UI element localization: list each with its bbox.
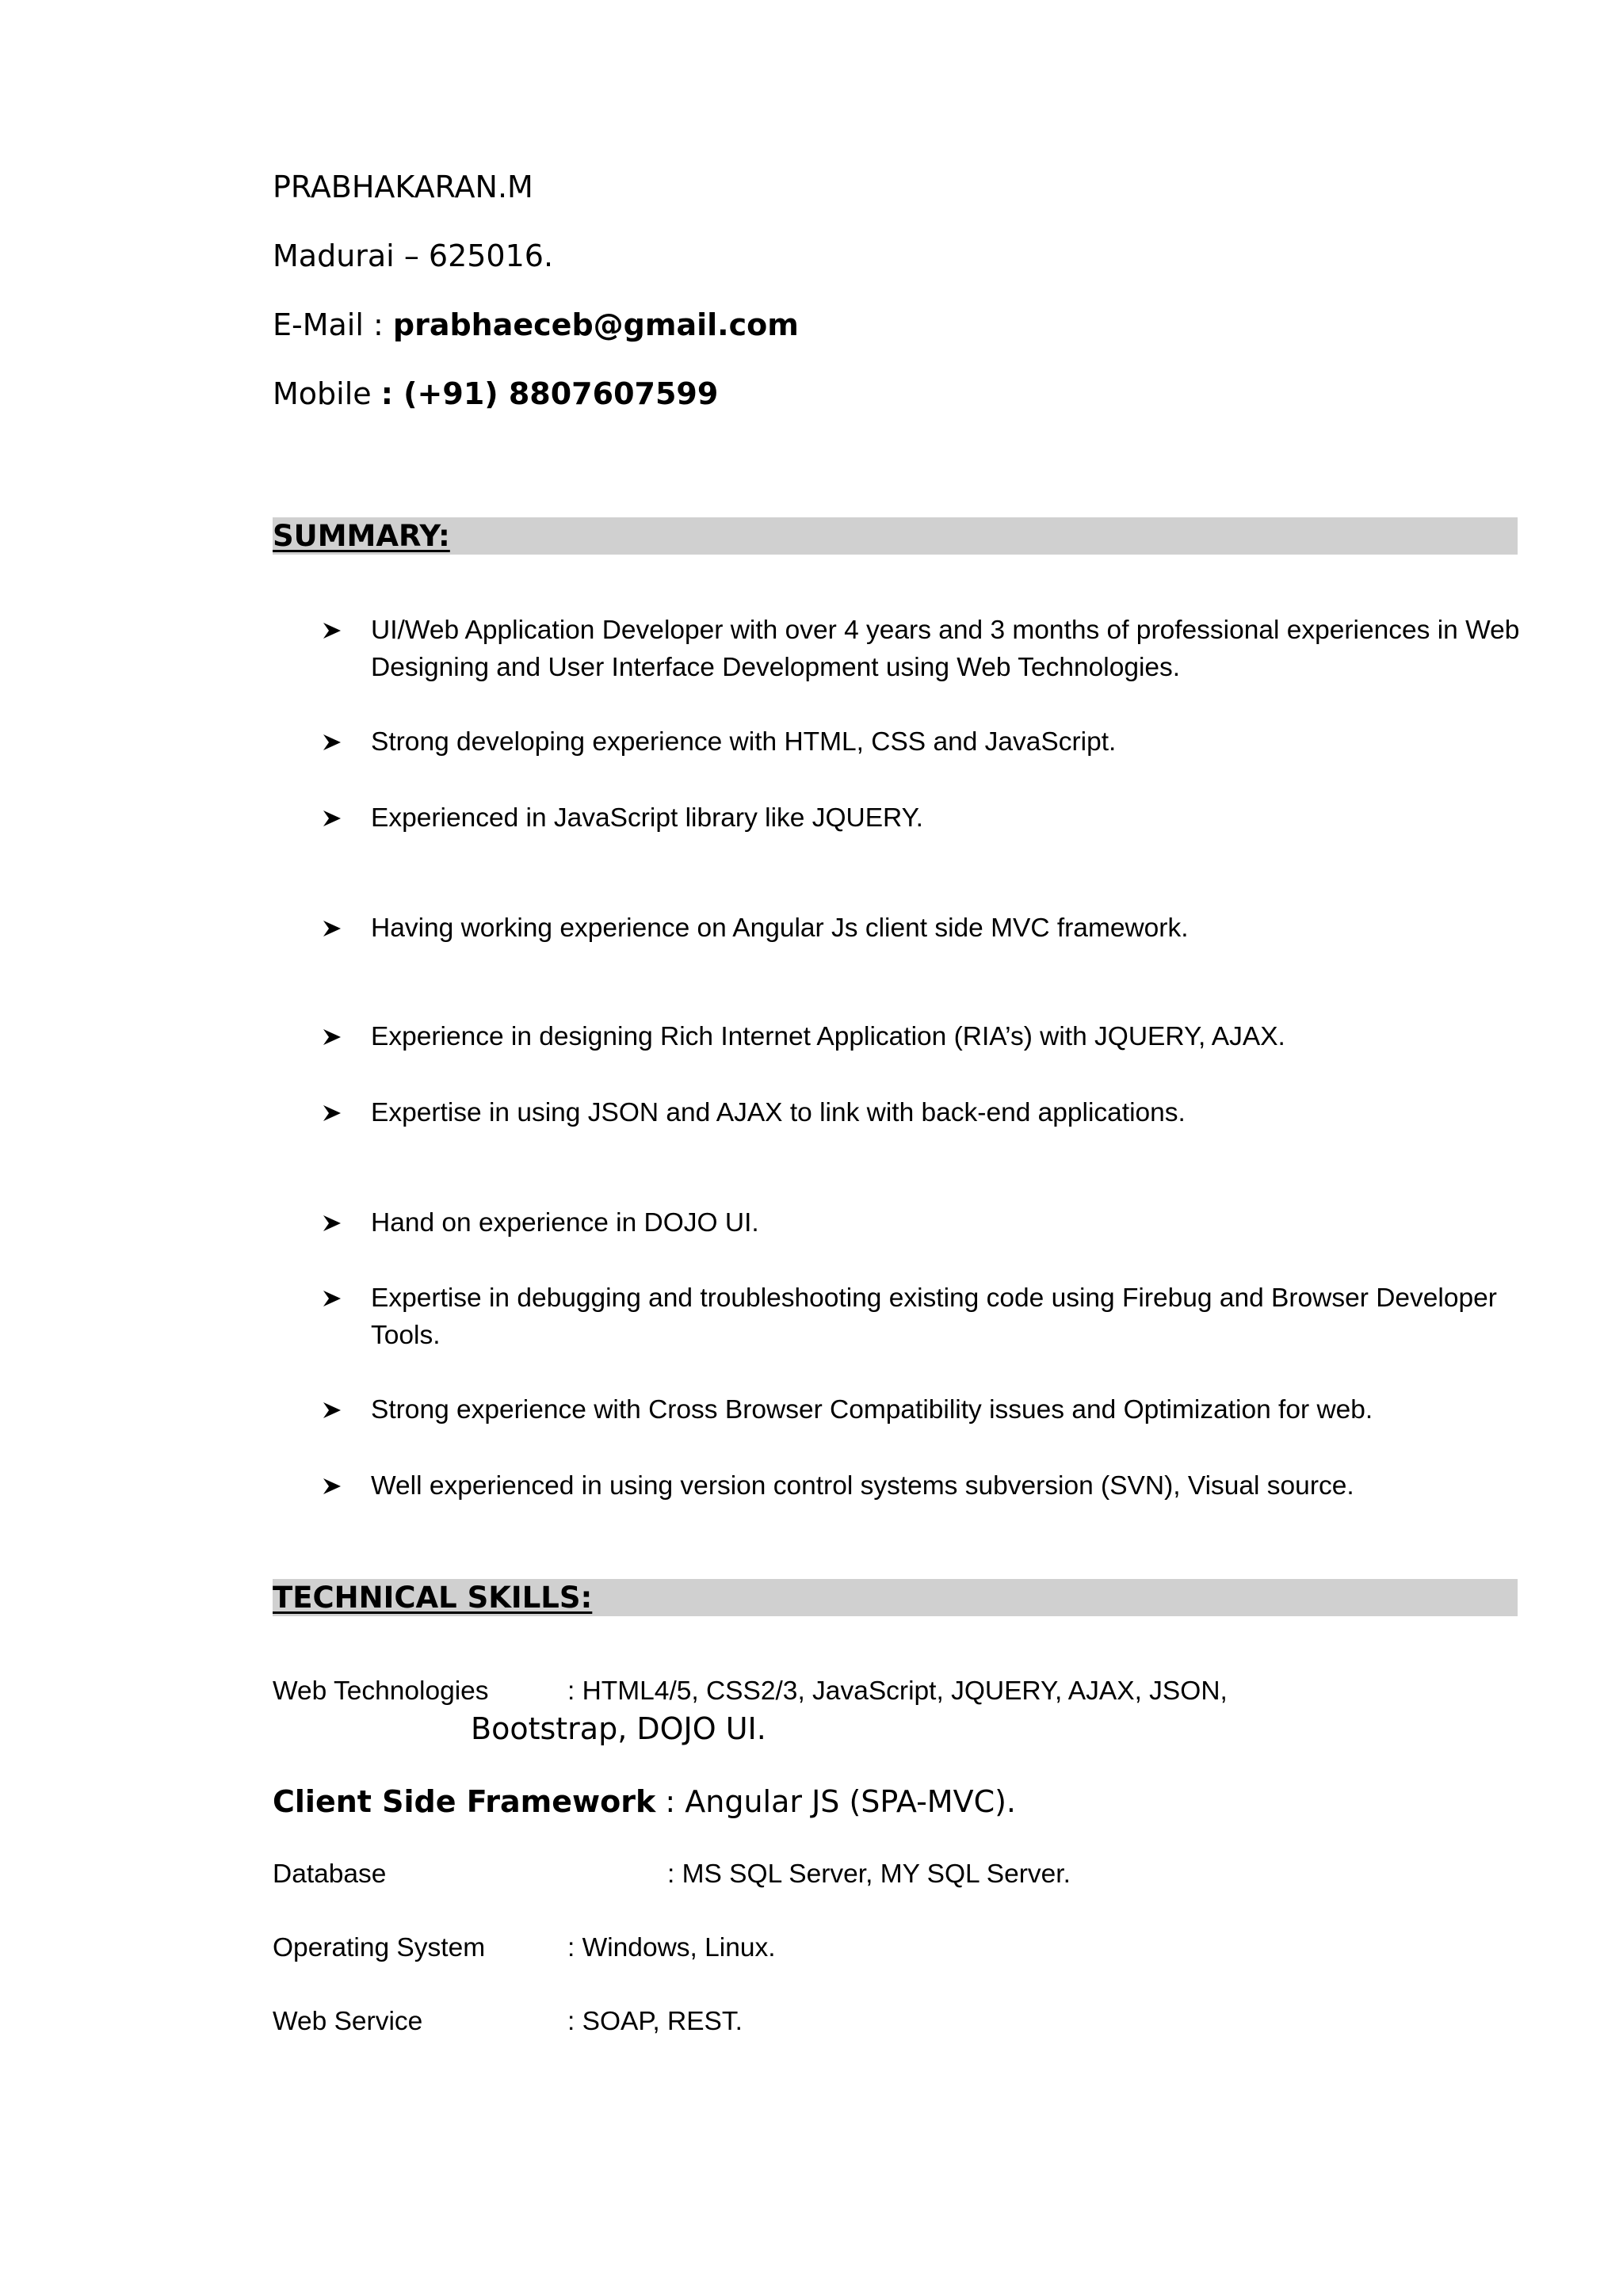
mobile-label: Mobile [273,376,372,411]
database-value: : MS SQL Server, MY SQL Server. [667,1859,1071,1889]
arrow-bullet-icon [322,799,371,837]
summary-item: Expertise in debugging and troubleshooting existing code using Firebug and Browser Developer Tools. [322,1280,1526,1354]
arrow-bullet-icon [322,723,371,761]
summary-item: Experienced in JavaScript library like JQUERY. [322,799,1526,837]
address: Madurai – 625016. [273,238,554,273]
web-tech-label: Web Technologies [273,1676,489,1706]
arrow-bullet-icon [322,1018,371,1055]
arrow-bullet-icon [322,1094,371,1131]
summary-item: Having working experience on Angular Js client side MVC framework. [322,910,1526,947]
mobile-value: : (+91) 8807607599 [380,376,719,411]
summary-item: Expertise in using JSON and AJAX to link with back-end applications. [322,1094,1526,1131]
summary-item: Strong experience with Cross Browser Compatibility issues and Optimization for web. [322,1391,1526,1428]
webservice-value: : SOAP, REST. [567,2007,743,2036]
database-label: Database [273,1859,387,1889]
candidate-name: PRABHAKARAN.M [273,170,533,204]
os-value: : Windows, Linux. [567,1933,776,1962]
arrow-bullet-icon [322,1280,371,1317]
email-label: E-Mail : [273,307,384,342]
skills-heading: TECHNICAL SKILLS: [273,1581,593,1615]
summary-item: Well experienced in using version control systems subversion (SVN), Visual source. [322,1467,1526,1505]
os-label: Operating System [273,1933,486,1962]
webservice-label: Web Service [273,2007,423,2036]
email-line [273,307,799,342]
web-tech-value: : HTML4/5, CSS2/3, JavaScript, JQUERY, AJAX, JSON, [567,1676,1228,1706]
summary-item: Strong developing experience with HTML, CSS and JavaScript. [322,723,1526,761]
mobile-line [273,376,718,411]
summary-item: Experience in designing Rich Internet Application (RIA’s) with JQUERY, AJAX. [322,1018,1526,1055]
arrow-bullet-icon [322,1467,371,1505]
summary-heading: SUMMARY: [273,519,450,553]
arrow-bullet-icon [322,1391,371,1428]
email-value: prabhaeceb@gmail.com [392,307,799,342]
summary-item: Hand on experience in DOJO UI. [322,1204,1526,1241]
framework-line [273,1784,1016,1819]
arrow-bullet-icon [322,910,371,947]
web-tech-value-cont: Bootstrap, DOJO UI. [471,1711,766,1746]
summary-item: UI/Web Application Developer with over 4 years and 3 months of professional experiences in Web Designing and User Interface Development using Web Technologies. [322,612,1526,686]
arrow-bullet-icon [322,1204,371,1241]
framework-label: Client Side Framework [273,1784,656,1819]
arrow-bullet-icon [322,612,371,649]
summary-heading-bar [273,517,1518,555]
framework-value: : Angular JS (SPA-MVC). [665,1784,1016,1819]
